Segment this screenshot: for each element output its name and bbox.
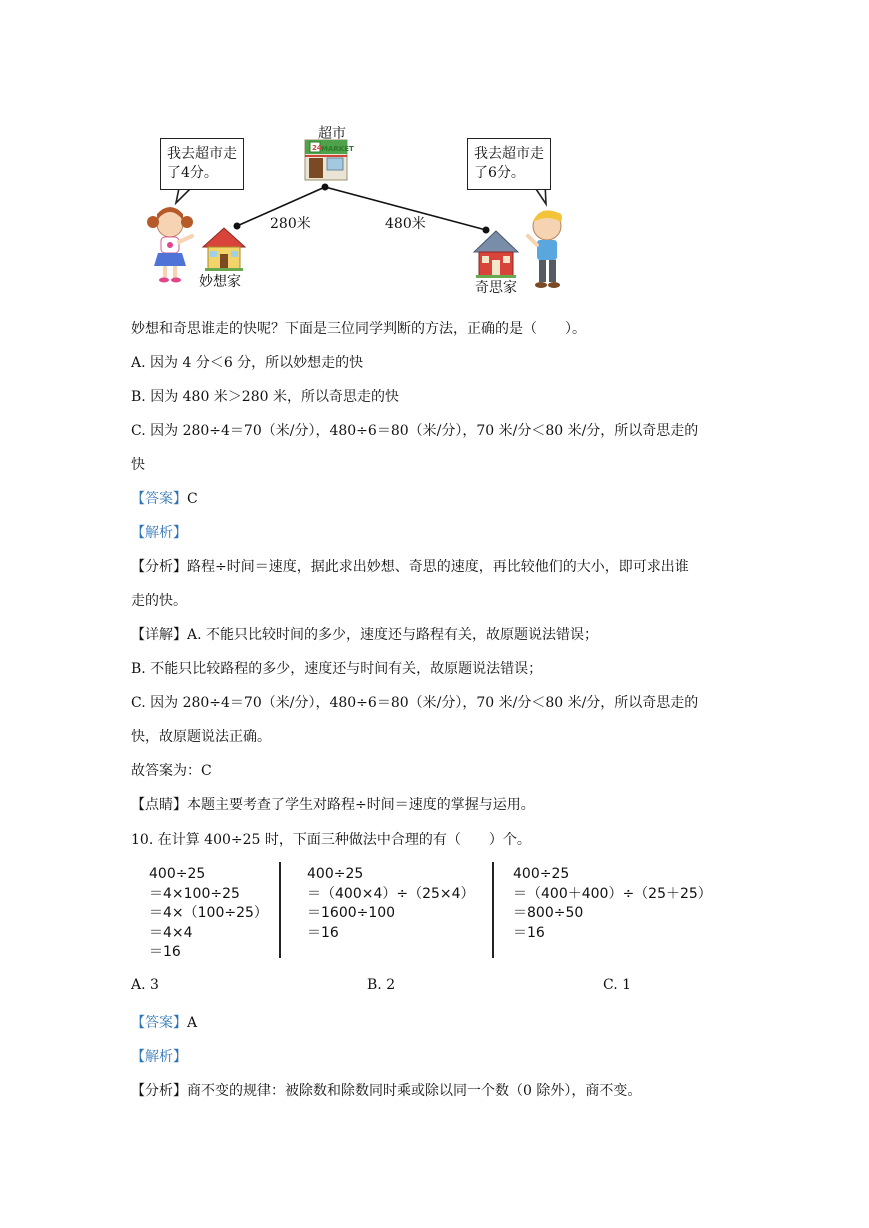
q10-fenxi-text: 商不变的规律：被除数和除数同时乘或除以同一个数（0 除外），商不变。 bbox=[187, 1083, 642, 1099]
market-number-text: 24 bbox=[312, 144, 322, 152]
distance-left-label: 280米 bbox=[270, 216, 311, 232]
boy-illustration bbox=[528, 210, 562, 288]
route-diagram bbox=[0, 0, 869, 300]
method-divider-1 bbox=[279, 862, 281, 958]
method-3-step: ＝16 bbox=[513, 924, 545, 941]
q9-dianjing bbox=[131, 794, 535, 814]
bubble-right-line-1: 我去超市走 bbox=[474, 146, 544, 162]
method-2-step: 400÷25 bbox=[307, 866, 364, 882]
bubble-left-line-1: 我去超市走 bbox=[167, 146, 237, 162]
speech-bubble-miaoxiang bbox=[160, 138, 244, 190]
supermarket-dot bbox=[322, 184, 329, 191]
q9-final-answer: 故答案为：C bbox=[131, 763, 212, 779]
bubble-left-line-2: 了4分。 bbox=[167, 165, 218, 181]
method-1-step: ＝4×（100÷25） bbox=[149, 905, 268, 921]
q10-method-2 bbox=[307, 865, 475, 943]
miaoxiang-home-label: 妙想家 bbox=[199, 274, 241, 290]
q10-method-3 bbox=[513, 865, 712, 943]
q10-fenxi-tag: 【分析】 bbox=[131, 1083, 187, 1099]
q10-option-b: B. 2 bbox=[367, 977, 396, 993]
q9-option-b: B. 因为 480 米＞280 米，所以奇思走的快 bbox=[131, 389, 399, 405]
method-3-step: ＝800÷50 bbox=[513, 905, 584, 921]
q9-answer bbox=[131, 488, 198, 508]
q9-dianjing-text: 本题主要考查了学生对路程÷时间＝速度的掌握与运用。 bbox=[187, 797, 535, 813]
q9-xiangjie-line-3: C. 因为 280÷4＝70（米/分），480÷6＝80（米/分），70 米/分＜80 米/分，所以奇思走的 bbox=[131, 695, 699, 711]
method-2-step: ＝（400×4）÷（25×4） bbox=[307, 885, 475, 902]
method-2-step: ＝1600÷100 bbox=[307, 905, 396, 921]
q9-option-c-line-2: 快 bbox=[131, 457, 145, 473]
method-2-step: ＝16 bbox=[307, 924, 339, 941]
q9-stem: 妙想和奇思谁走的快呢？下面是三位同学判断的方法，正确的是（ ）。 bbox=[131, 321, 586, 337]
method-1-step: ＝4×4 bbox=[149, 924, 193, 941]
q10-answer bbox=[131, 1012, 197, 1032]
q10-answer-tag: 【答案】 bbox=[131, 1015, 187, 1031]
q9-answer-tag: 【答案】 bbox=[131, 491, 187, 507]
method-1-step: ＝4×100÷25 bbox=[149, 885, 240, 902]
q9-option-c-line-1: C. 因为 280÷4＝70（米/分），480÷6＝80（米/分），70 米/分＜80 米/分，所以奇思走的 bbox=[131, 423, 699, 439]
bubble-right-line-2: 了6分。 bbox=[474, 165, 525, 181]
q9-xiangjie-text-1: A. 不能只比较时间的多少，速度还与路程有关，故原题说法错误； bbox=[187, 627, 599, 643]
q9-xiangjie-line-4: 快，故原题说法正确。 bbox=[131, 729, 271, 745]
supermarket-label: 超市 bbox=[318, 126, 346, 142]
q10-fenxi bbox=[131, 1080, 641, 1100]
method-divider-2 bbox=[492, 862, 494, 958]
speech-bubble-qisi bbox=[467, 138, 551, 190]
q10-answer-value: A bbox=[187, 1015, 198, 1031]
q9-fenxi-text-1: 路程÷时间＝速度，据此求出妙想、奇思的速度，再比较他们的大小，即可求出谁 bbox=[187, 559, 689, 575]
girl-illustration bbox=[147, 207, 193, 283]
miaoxiang-home-dot bbox=[234, 223, 241, 230]
qisi-home-dot bbox=[483, 227, 490, 234]
q9-xiangjie-tag: 【详解】 bbox=[131, 627, 187, 643]
q9-xiangjie-line-1 bbox=[131, 624, 598, 644]
q9-fenxi-line-2: 走的快。 bbox=[131, 593, 187, 609]
q9-fenxi-tag: 【分析】 bbox=[131, 559, 187, 575]
method-3-step: ＝（400＋400）÷（25＋25） bbox=[513, 885, 712, 902]
qisi-house-icon bbox=[474, 231, 518, 278]
q9-xiangjie-line-2: B. 不能只比较路程的多少，速度还与时间有关，故原题说法错误； bbox=[131, 661, 543, 677]
q10-analysis-tag: 【解析】 bbox=[131, 1049, 187, 1065]
method-1-step: ＝16 bbox=[149, 944, 181, 960]
q9-option-a: A. 因为 4 分＜6 分，所以妙想走的快 bbox=[131, 355, 364, 371]
q9-dianjing-tag: 【点睛】 bbox=[131, 797, 187, 813]
q10-stem: 10. 在计算 400÷25 时，下面三种做法中合理的有（ ）个。 bbox=[131, 832, 531, 848]
miaoxiang-house-icon bbox=[203, 228, 245, 271]
method-3-step: 400÷25 bbox=[513, 866, 570, 882]
q9-fenxi-line-1 bbox=[131, 556, 689, 576]
q10-option-c: C. 1 bbox=[603, 977, 632, 993]
q9-analysis-tag: 【解析】 bbox=[131, 525, 187, 541]
distance-right-label: 480米 bbox=[385, 216, 426, 232]
q10-method-1 bbox=[149, 865, 268, 963]
method-1-step: 400÷25 bbox=[149, 866, 206, 882]
q10-option-a: A. 3 bbox=[131, 977, 159, 993]
qisi-home-label: 奇思家 bbox=[475, 280, 517, 296]
q9-answer-value: C bbox=[187, 491, 198, 507]
market-sign-text: MARKET bbox=[321, 145, 354, 153]
